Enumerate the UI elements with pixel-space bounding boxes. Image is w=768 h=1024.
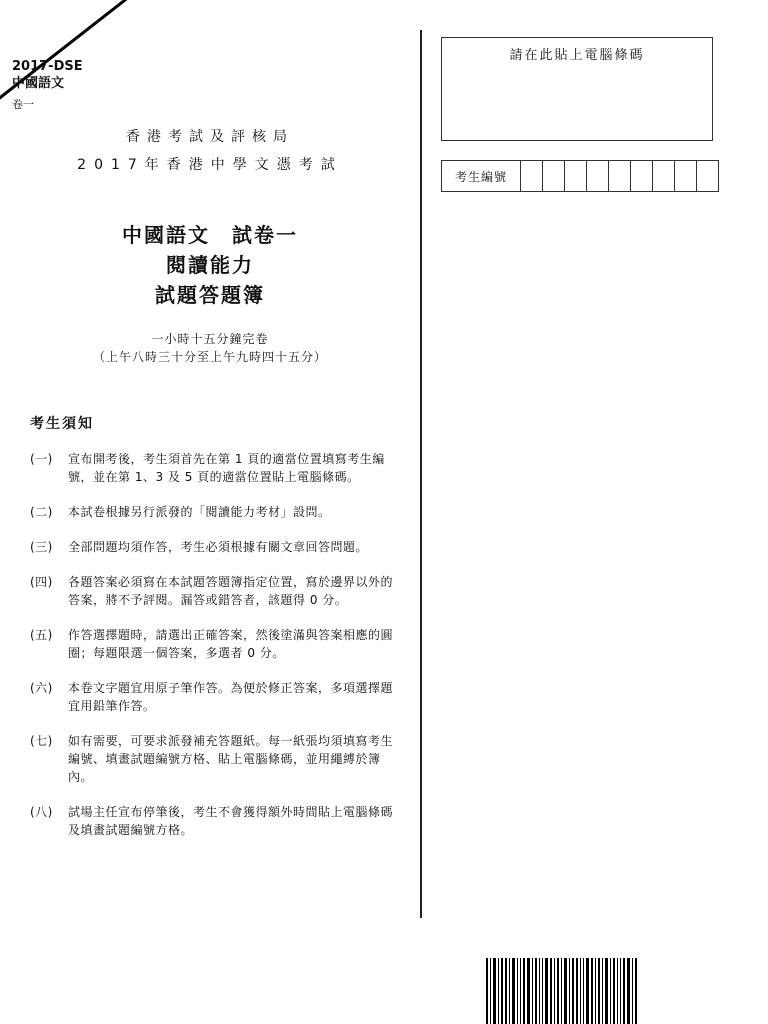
center-divider xyxy=(420,30,422,918)
barcode-bar xyxy=(605,958,608,1024)
barcode-bar xyxy=(512,958,515,1024)
barcode-bar xyxy=(564,958,567,1024)
time-info xyxy=(0,330,420,366)
barcode-bar xyxy=(583,958,584,1024)
candidate-digit-box[interactable] xyxy=(587,161,609,191)
barcode-bar xyxy=(523,958,525,1024)
candidate-digit-box[interactable] xyxy=(543,161,565,191)
barcode-bar xyxy=(550,958,552,1024)
barcode-bar xyxy=(527,958,530,1024)
candidate-digit-box[interactable] xyxy=(609,161,631,191)
barcode-bar xyxy=(545,958,548,1024)
barcode-bar xyxy=(569,958,570,1024)
notice-item: (二) 本試卷根據另行派發的「閱讀能力考材」設問。 xyxy=(30,505,331,519)
barcode-bar xyxy=(572,958,574,1024)
notice-item: (六) 本卷文字題宜用原子筆作答。為便於修正答案，多項選擇題宜用鉛筆作答。 xyxy=(30,681,394,713)
corner-tag xyxy=(12,58,83,113)
candidate-digit-box[interactable] xyxy=(675,161,697,191)
barcode-bar xyxy=(623,958,625,1024)
corner-paper: 卷一 xyxy=(12,98,34,111)
barcode-sticker-area xyxy=(441,37,713,141)
barcode-bar xyxy=(505,958,507,1024)
notice-item: (一) 宣布開考後，考生須首先在第 1 頁的適當位置填寫考生編號，並在第 1、3 及 5 頁的適當位置貼上電腦條碼。 xyxy=(30,452,385,484)
agency-name: 香港考試及評核局 xyxy=(126,129,294,145)
barcode-bar xyxy=(539,958,540,1024)
barcode-bar xyxy=(591,958,593,1024)
barcode-bar xyxy=(542,958,543,1024)
corner-year: 2017-DSE xyxy=(12,59,83,74)
barcode-bar xyxy=(580,958,581,1024)
barcode-bar xyxy=(554,958,555,1024)
barcode-bar xyxy=(595,958,596,1024)
candidate-digit-box[interactable] xyxy=(653,161,675,191)
barcode-bar xyxy=(617,958,618,1024)
barcode-bar xyxy=(501,958,503,1024)
candidate-number-label: 考生編號 xyxy=(442,161,521,191)
notice-item: (四) 各題答案必須寫在本試題答題簿指定位置，寫於邊界以外的答案，將不予評閱。漏答或錯答者，該題得 0 分。 xyxy=(30,575,394,607)
barcode-bar xyxy=(498,958,499,1024)
barcode-bar xyxy=(627,958,630,1024)
barcode-bar xyxy=(509,958,510,1024)
candidate-digit-box[interactable] xyxy=(631,161,653,191)
notice-item: (三) 全部問題均須作答，考生必須根據有關文章回答問題。 xyxy=(30,540,369,554)
barcode-bar xyxy=(602,958,603,1024)
time-window: （上午八時三十分至上午九時四十五分） xyxy=(92,350,327,364)
barcode-bar xyxy=(632,958,633,1024)
barcode-bar xyxy=(486,958,488,1024)
barcode-bar xyxy=(561,958,562,1024)
candidate-number-boxes[interactable] xyxy=(521,161,718,191)
barcode-bar xyxy=(532,958,533,1024)
barcode-bar xyxy=(635,958,637,1024)
candidate-digit-box[interactable] xyxy=(697,161,718,191)
candidate-digit-box[interactable] xyxy=(521,161,543,191)
title-line-2: 閱讀能力 xyxy=(166,253,254,277)
duration: 一小時十五分鐘完卷 xyxy=(151,332,269,346)
notice-item: (五) 作答選擇題時，請選出正確答案，然後塗滿與答案相應的圓圈；每題限選一個答案，多選者 0 分。 xyxy=(30,628,394,660)
notice-item: (七) 如有需要，可要求派發補充答題紙。每一紙張均須填寫考生編號、填畫試題編號方格、貼上電腦條碼，並用繩縛於簿內。 xyxy=(30,734,394,784)
barcode-bar xyxy=(620,958,621,1024)
exam-name: 2017年香港中學文憑考試 xyxy=(77,157,343,173)
barcode-bar xyxy=(520,958,521,1024)
candidate-number-field[interactable] xyxy=(441,160,719,192)
barcode-bar xyxy=(493,958,496,1024)
title-line-3: 試題答題簿 xyxy=(155,283,265,307)
corner-subject: 中國語文 xyxy=(12,76,65,91)
notice-list xyxy=(30,450,400,856)
paper-title xyxy=(0,220,420,310)
barcode-graphic xyxy=(486,958,706,1024)
barcode-bar xyxy=(610,958,611,1024)
barcode-bar xyxy=(613,958,615,1024)
barcode-bar xyxy=(586,958,589,1024)
barcode-bar xyxy=(557,958,559,1024)
barcode-bar xyxy=(535,958,537,1024)
notice-heading: 考生須知 xyxy=(30,416,94,432)
barcode-bar xyxy=(490,958,491,1024)
barcode-bar xyxy=(517,958,518,1024)
barcode-sticker-label: 請在此貼上電腦條碼 xyxy=(509,48,645,63)
candidate-digit-box[interactable] xyxy=(565,161,587,191)
title-line-1: 中國語文 試卷一 xyxy=(122,223,298,247)
notice-item: (八) 試場主任宣布停筆後，考生不會獲得額外時間貼上電腦條碼及填畫試題編號方格。 xyxy=(30,805,394,837)
barcode-bar xyxy=(598,958,600,1024)
barcode-bar xyxy=(576,958,578,1024)
